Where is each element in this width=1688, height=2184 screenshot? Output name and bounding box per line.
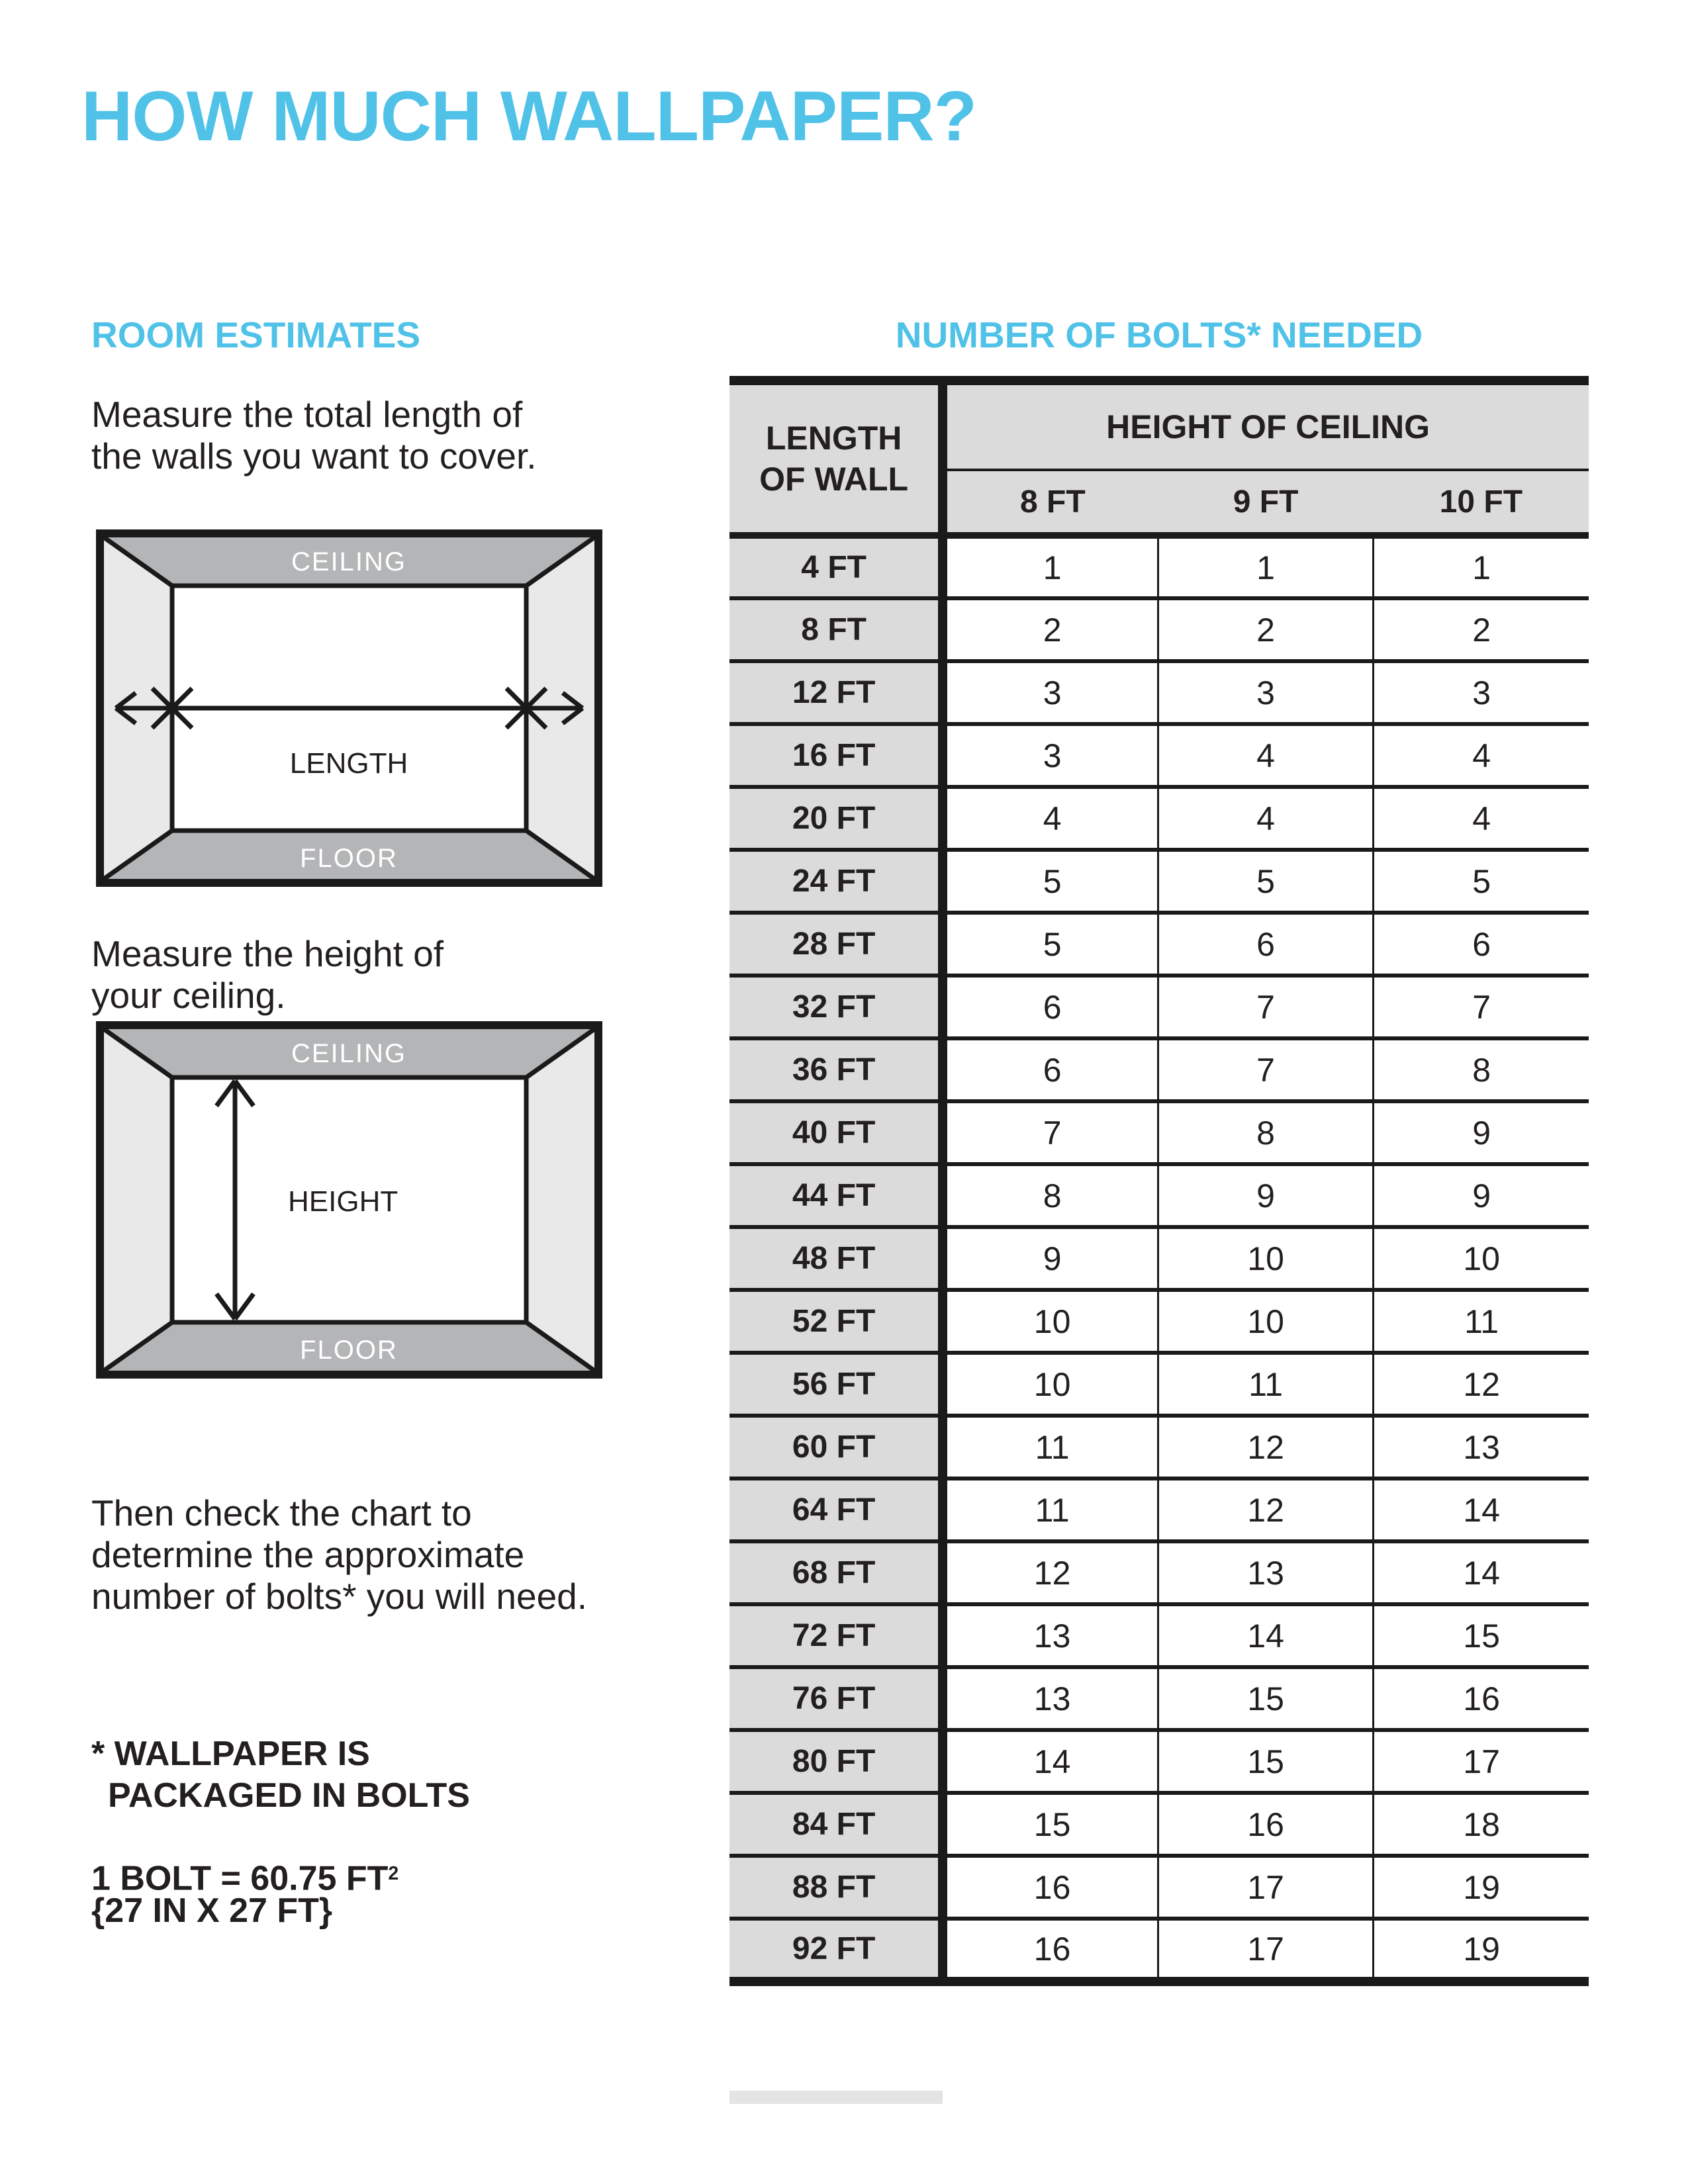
table-row <box>729 850 1589 913</box>
bolt-count-10ft: 9 <box>1374 1164 1589 1227</box>
col-group-header-height-of-ceiling: HEIGHT OF CEILING <box>943 381 1589 470</box>
bolt-count-10ft: 8 <box>1374 1038 1589 1101</box>
row-label-wall-length: 80 FT <box>729 1730 943 1793</box>
table-row <box>729 1541 1589 1604</box>
table-row <box>729 1919 1589 1981</box>
bolt-count-10ft: 14 <box>1374 1479 1589 1541</box>
row-label-wall-length: 56 FT <box>729 1353 943 1416</box>
col-header-8ft: 8 FT <box>943 470 1158 535</box>
wallpaper-bolts-note <box>91 1733 470 1817</box>
table-row <box>729 724 1589 787</box>
bolt-count-9ft: 17 <box>1158 1919 1373 1981</box>
row-label-wall-length: 20 FT <box>729 787 943 850</box>
table-row <box>729 661 1589 724</box>
row-label-wall-length: 88 FT <box>729 1856 943 1919</box>
row-label-wall-length: 52 FT <box>729 1290 943 1353</box>
bolt-count-10ft: 19 <box>1374 1919 1589 1981</box>
bolt-count-8ft: 16 <box>943 1856 1158 1919</box>
bolt-count-8ft: 5 <box>943 850 1158 913</box>
row-label-wall-length: 32 FT <box>729 976 943 1038</box>
table-row <box>729 1416 1589 1479</box>
bolt-count-10ft: 1 <box>1374 535 1589 598</box>
row-label-wall-length: 40 FT <box>729 1101 943 1164</box>
bolt-count-8ft: 5 <box>943 913 1158 976</box>
step3-paragraph <box>91 1492 587 1617</box>
bolt-count-10ft: 17 <box>1374 1730 1589 1793</box>
step2-line1: Measure the height of <box>91 933 444 974</box>
room-estimates-heading: ROOM ESTIMATES <box>91 314 421 355</box>
bolt-count-10ft: 14 <box>1374 1541 1589 1604</box>
row-label-wall-length: 76 FT <box>729 1667 943 1730</box>
length-room-diagram-svg <box>96 529 602 887</box>
bolt-count-10ft: 5 <box>1374 850 1589 913</box>
bolt-count-8ft: 6 <box>943 1038 1158 1101</box>
row-label-wall-length: 92 FT <box>729 1919 943 1981</box>
floor-label: FLOOR <box>300 1336 398 1365</box>
row-label-wall-length: 8 FT <box>729 598 943 661</box>
bolt-count-9ft: 8 <box>1158 1101 1373 1164</box>
table-row <box>729 1479 1589 1541</box>
row-label-wall-length: 60 FT <box>729 1416 943 1479</box>
note-line1: * WALLPAPER IS <box>91 1735 370 1773</box>
bolt-count-10ft: 13 <box>1374 1416 1589 1479</box>
bolt-count-9ft: 11 <box>1158 1353 1373 1416</box>
length-arrow-label: LENGTH <box>289 747 408 780</box>
step1-paragraph <box>91 394 537 477</box>
row-label-wall-length: 44 FT <box>729 1164 943 1227</box>
bolt-count-9ft: 4 <box>1158 787 1373 850</box>
table-row <box>729 1856 1589 1919</box>
bolt-count-9ft: 16 <box>1158 1793 1373 1856</box>
bolt-count-9ft: 12 <box>1158 1479 1373 1541</box>
table-row <box>729 787 1589 850</box>
height-room-diagram-svg <box>96 1021 602 1379</box>
row-label-wall-length: 16 FT <box>729 724 943 787</box>
bolt-count-8ft: 13 <box>943 1604 1158 1667</box>
table-row <box>729 1038 1589 1101</box>
row-label-wall-length: 84 FT <box>729 1793 943 1856</box>
step1-line2: the walls you want to cover. <box>91 435 537 477</box>
bolt-count-10ft: 12 <box>1374 1353 1589 1416</box>
note-line2: PACKAGED IN BOLTS <box>108 1776 470 1815</box>
table-footer-gray-strip <box>729 2091 943 2104</box>
right-wall <box>526 1029 594 1371</box>
table-row <box>729 1290 1589 1353</box>
bolt-count-10ft: 15 <box>1374 1604 1589 1667</box>
bolt-count-8ft: 7 <box>943 1101 1158 1164</box>
col-header-length-of-wall <box>729 381 943 535</box>
ceiling-label: CEILING <box>291 547 407 576</box>
bolt-count-9ft: 2 <box>1158 598 1373 661</box>
bolt-count-9ft: 10 <box>1158 1290 1373 1353</box>
row-label-wall-length: 28 FT <box>729 913 943 976</box>
col-header-9ft: 9 FT <box>1158 470 1373 535</box>
table-row <box>729 1604 1589 1667</box>
table-row <box>729 913 1589 976</box>
bolt-dimensions-line: {27 IN X 27 FT} <box>91 1891 333 1930</box>
left-wall <box>104 1029 172 1371</box>
row-label-wall-length: 72 FT <box>729 1604 943 1667</box>
length-of-wall-line2: OF WALL <box>759 461 909 498</box>
height-arrow-label: HEIGHT <box>288 1185 399 1218</box>
ceiling-label: CEILING <box>291 1039 407 1068</box>
step2-line2: your ceiling. <box>91 975 286 1016</box>
step3-line2: determine the approximate <box>91 1534 525 1575</box>
bolts-needed-table <box>729 376 1589 1986</box>
bolt-count-8ft: 16 <box>943 1919 1158 1981</box>
bolt-count-9ft: 9 <box>1158 1164 1373 1227</box>
bolt-count-9ft: 4 <box>1158 724 1373 787</box>
step3-line3: number of bolts* you will need. <box>91 1576 588 1617</box>
table-row <box>729 598 1589 661</box>
bolt-count-9ft: 7 <box>1158 976 1373 1038</box>
bolt-count-9ft: 10 <box>1158 1227 1373 1290</box>
bolt-count-10ft: 4 <box>1374 787 1589 850</box>
bolt-count-8ft: 10 <box>943 1353 1158 1416</box>
bolt-count-8ft: 14 <box>943 1730 1158 1793</box>
table-row <box>729 1227 1589 1290</box>
bolt-count-8ft: 15 <box>943 1793 1158 1856</box>
row-label-wall-length: 68 FT <box>729 1541 943 1604</box>
table-row <box>729 976 1589 1038</box>
length-room-diagram <box>96 529 602 887</box>
bolt-count-8ft: 4 <box>943 787 1158 850</box>
table-header-row-1 <box>729 381 1589 470</box>
bolt-count-10ft: 9 <box>1374 1101 1589 1164</box>
row-label-wall-length: 36 FT <box>729 1038 943 1101</box>
bolt-count-8ft: 11 <box>943 1416 1158 1479</box>
bolt-count-9ft: 15 <box>1158 1730 1373 1793</box>
table-row <box>729 535 1589 598</box>
step3-line1: Then check the chart to <box>91 1492 472 1533</box>
bolt-count-10ft: 18 <box>1374 1793 1589 1856</box>
bolt-count-10ft: 16 <box>1374 1667 1589 1730</box>
length-of-wall-line1: LENGTH <box>765 419 902 457</box>
bolt-count-9ft: 13 <box>1158 1541 1373 1604</box>
row-label-wall-length: 12 FT <box>729 661 943 724</box>
bolt-count-8ft: 9 <box>943 1227 1158 1290</box>
bolt-count-10ft: 11 <box>1374 1290 1589 1353</box>
table-row <box>729 1793 1589 1856</box>
bolt-count-9ft: 3 <box>1158 661 1373 724</box>
bolt-count-9ft: 7 <box>1158 1038 1373 1101</box>
bolt-size-superscript: 2 <box>388 1863 399 1884</box>
step1-line1: Measure the total length of <box>91 394 523 435</box>
bolt-size-text: 1 BOLT = 60.75 FT <box>91 1859 389 1898</box>
table-row <box>729 1101 1589 1164</box>
bolts-needed-heading: NUMBER OF BOLTS* NEEDED <box>895 314 1423 355</box>
bolt-count-8ft: 2 <box>943 598 1158 661</box>
bolt-count-9ft: 6 <box>1158 913 1373 976</box>
row-label-wall-length: 64 FT <box>729 1479 943 1541</box>
bolt-count-10ft: 3 <box>1374 661 1589 724</box>
table-row <box>729 1730 1589 1793</box>
table-row <box>729 1164 1589 1227</box>
bolt-count-10ft: 6 <box>1374 913 1589 976</box>
bolt-count-8ft: 1 <box>943 535 1158 598</box>
bolt-count-9ft: 14 <box>1158 1604 1373 1667</box>
step2-paragraph <box>91 933 444 1017</box>
bolt-count-9ft: 15 <box>1158 1667 1373 1730</box>
floor-label: FLOOR <box>300 844 398 873</box>
height-room-diagram <box>96 1021 602 1379</box>
table-row <box>729 1353 1589 1416</box>
bolt-count-8ft: 10 <box>943 1290 1158 1353</box>
bolt-count-8ft: 13 <box>943 1667 1158 1730</box>
bolt-count-9ft: 17 <box>1158 1856 1373 1919</box>
bolt-count-8ft: 3 <box>943 724 1158 787</box>
bolt-count-8ft: 12 <box>943 1541 1158 1604</box>
bolt-count-10ft: 4 <box>1374 724 1589 787</box>
col-header-10ft: 10 FT <box>1374 470 1589 535</box>
row-label-wall-length: 24 FT <box>729 850 943 913</box>
bolt-count-10ft: 19 <box>1374 1856 1589 1919</box>
bolt-table-body <box>729 535 1589 1981</box>
row-label-wall-length: 4 FT <box>729 535 943 598</box>
bolt-count-8ft: 6 <box>943 976 1158 1038</box>
bolt-count-9ft: 1 <box>1158 535 1373 598</box>
page-title: HOW MUCH WALLPAPER? <box>81 76 977 156</box>
row-label-wall-length: 48 FT <box>729 1227 943 1290</box>
bolt-count-9ft: 5 <box>1158 850 1373 913</box>
table-row <box>729 1667 1589 1730</box>
bolt-count-10ft: 7 <box>1374 976 1589 1038</box>
bolt-count-8ft: 11 <box>943 1479 1158 1541</box>
bolt-count-8ft: 3 <box>943 661 1158 724</box>
bolt-count-10ft: 10 <box>1374 1227 1589 1290</box>
bolt-count-9ft: 12 <box>1158 1416 1373 1479</box>
bolt-count-8ft: 8 <box>943 1164 1158 1227</box>
bolt-count-10ft: 2 <box>1374 598 1589 661</box>
